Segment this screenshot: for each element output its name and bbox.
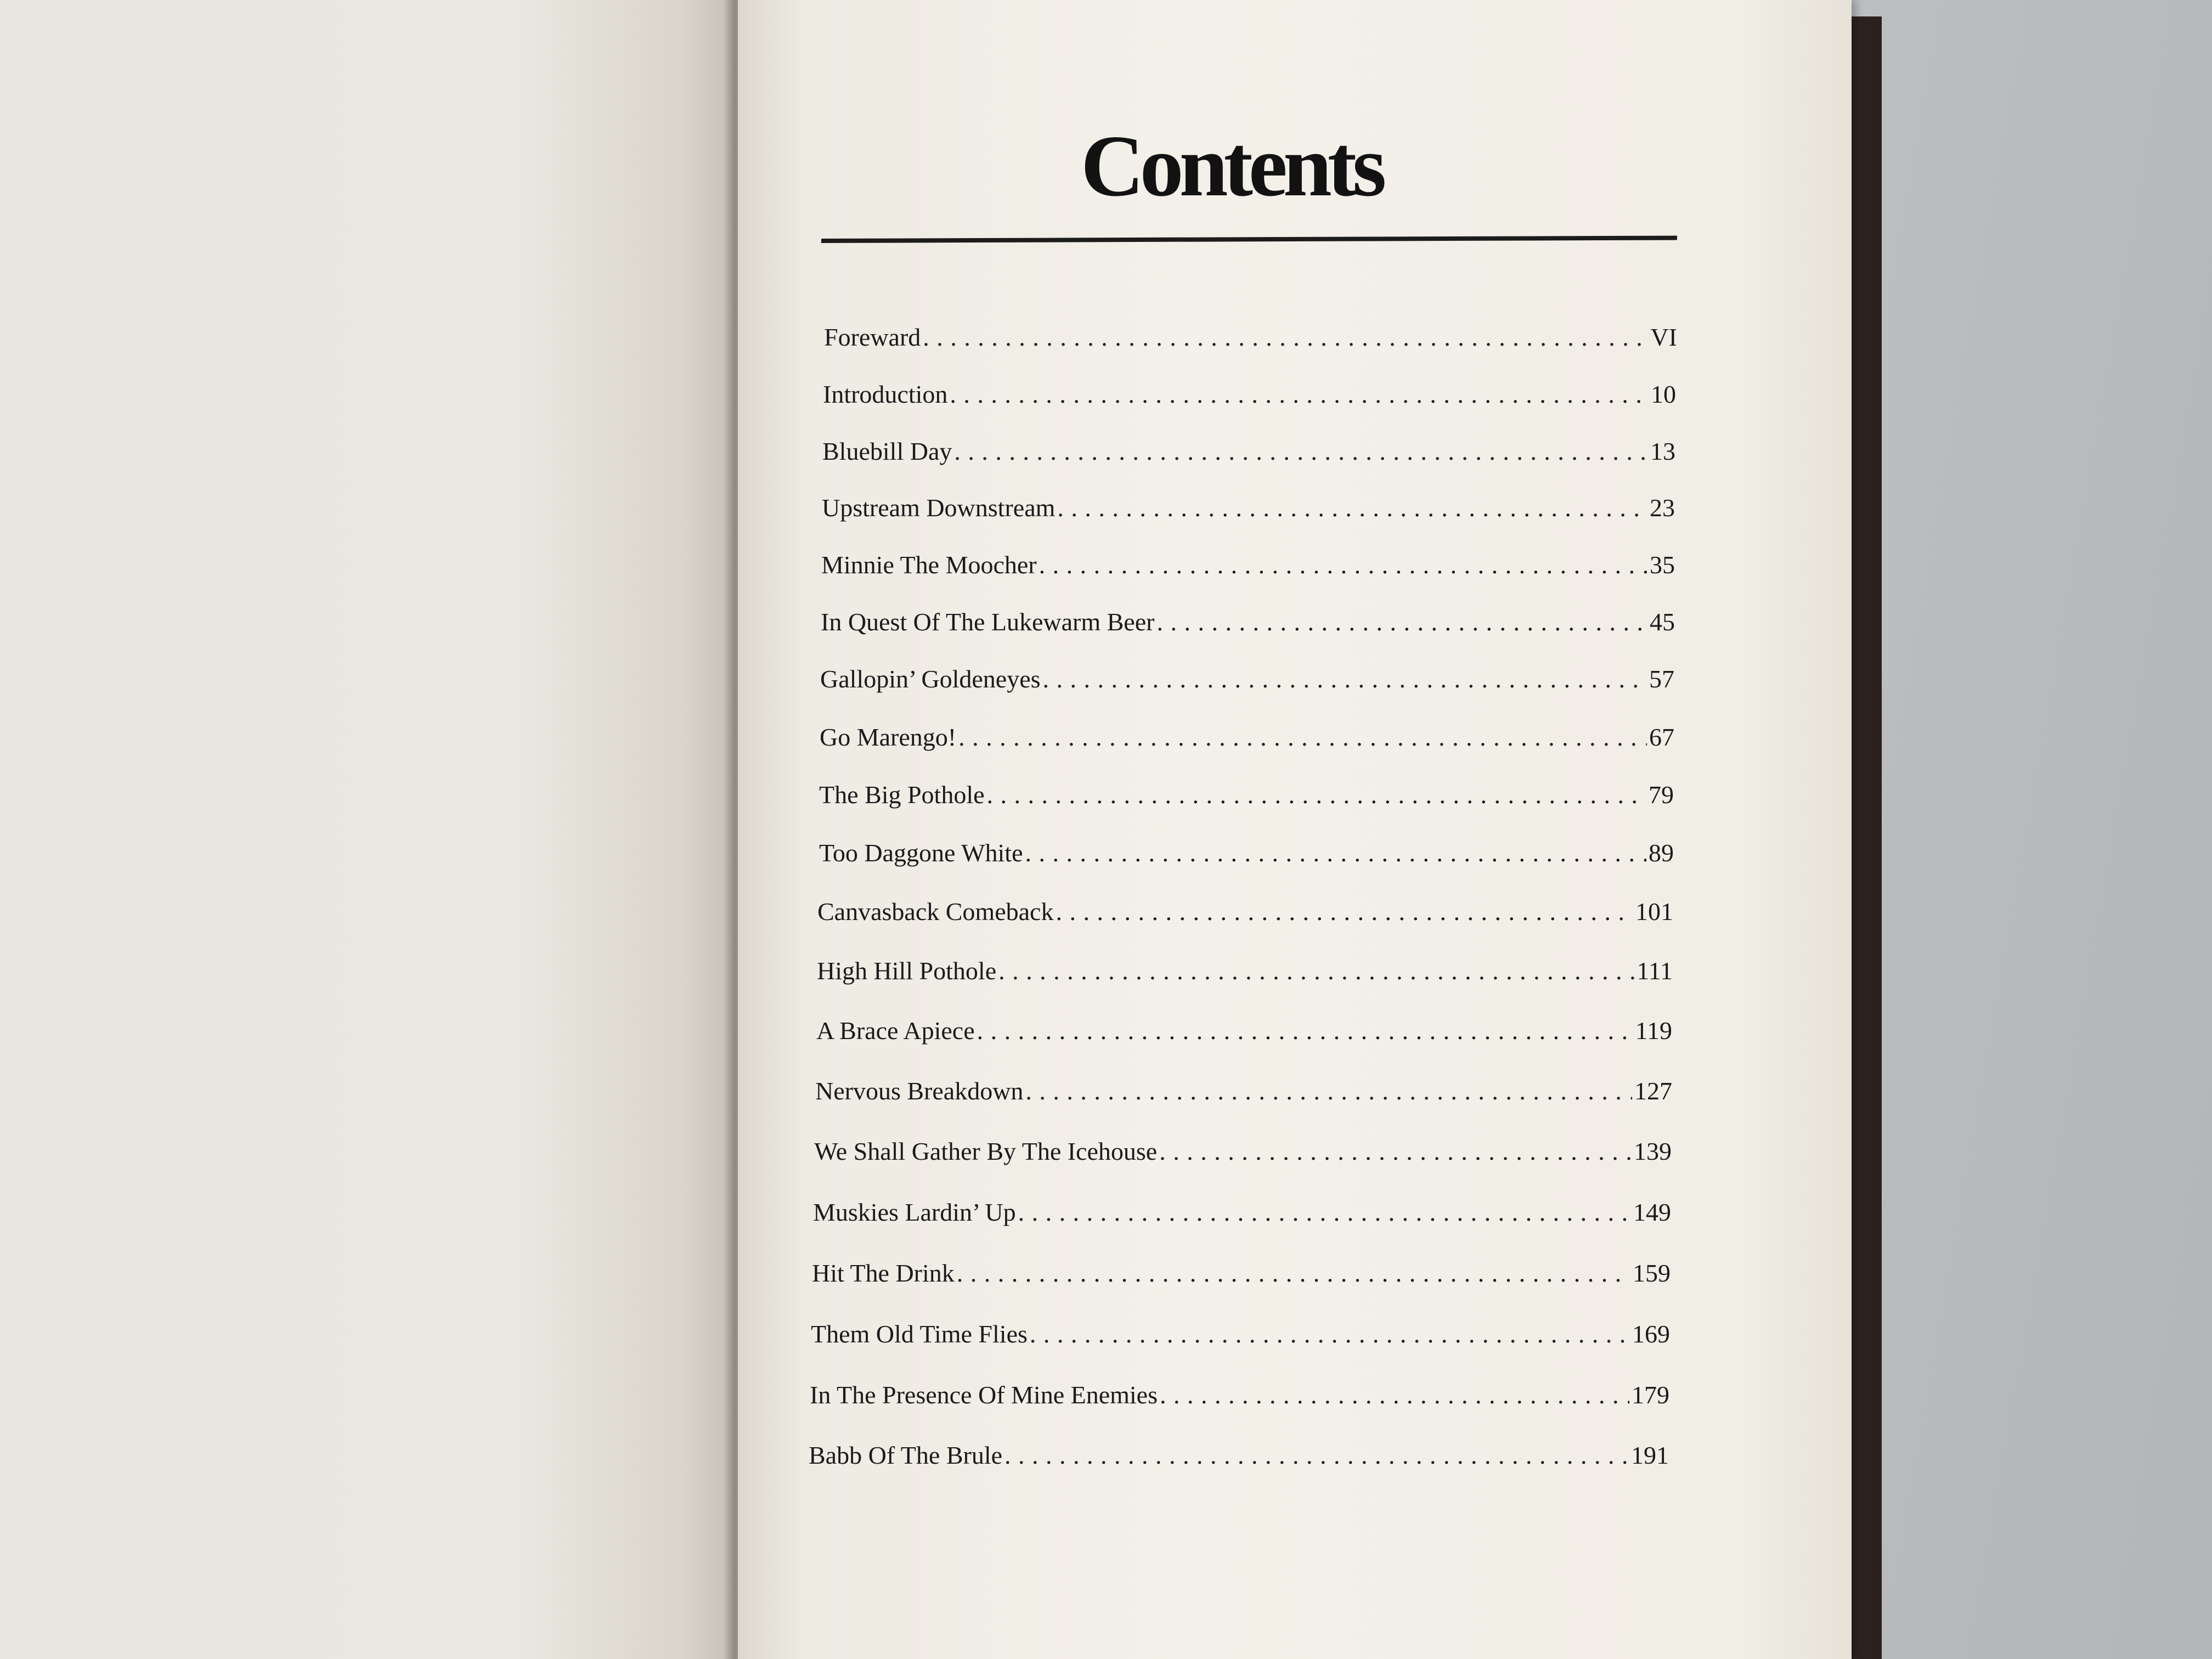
toc-entry-leader <box>1057 493 1647 522</box>
toc-entry <box>820 664 1674 699</box>
toc-entry-leader <box>1025 838 1646 867</box>
toc-entry-leader <box>1018 1198 1631 1227</box>
toc-entry-title: Upstream Downstream <box>822 494 1056 522</box>
toc-entry <box>821 607 1675 642</box>
toc-entry-leader <box>1043 664 1647 693</box>
toc-entry-page: 139 <box>1634 1137 1672 1165</box>
page-title: Contents <box>1081 117 1383 215</box>
toc-entry-page: 89 <box>1649 839 1674 867</box>
toc-entry-page: 10 <box>1651 380 1676 408</box>
toc-entry-title: Gallopin’ Goldeneyes <box>820 665 1041 693</box>
toc-entry <box>822 437 1675 472</box>
toc-entry <box>817 956 1673 991</box>
toc-entry-leader <box>1160 1380 1629 1409</box>
toc-entry-title: Canvasback Comeback <box>817 898 1054 926</box>
toc-entry-page: 13 <box>1650 437 1675 465</box>
toc-entry-page: 35 <box>1650 551 1675 579</box>
toc-entry-title: The Big Pothole <box>819 781 985 809</box>
toc-entry-leader <box>1025 1076 1632 1105</box>
toc-entry-title: Too Daggone White <box>819 839 1023 867</box>
toc-entry-title: Bluebill Day <box>822 437 952 465</box>
toc-entry <box>821 550 1675 585</box>
toc-entry-title: In The Presence Of Mine Enemies <box>810 1381 1158 1409</box>
toc-entry <box>817 897 1673 932</box>
toc-entry-page: 179 <box>1632 1381 1669 1409</box>
toc-entry-title: We Shall Gather By The Icehouse <box>814 1137 1158 1165</box>
toc-entry <box>819 838 1674 873</box>
toc-entry <box>811 1319 1670 1355</box>
toc-entry-page: 127 <box>1634 1077 1672 1105</box>
toc-entry-leader <box>950 380 1649 409</box>
toc-entry-leader <box>1005 1441 1629 1470</box>
toc-entry-leader <box>958 723 1647 752</box>
toc-entry-page: 79 <box>1649 781 1674 809</box>
toc-entry-leader <box>1030 1319 1630 1348</box>
toc-entry <box>816 1016 1672 1051</box>
toc-entry-title: Minnie The Moocher <box>821 551 1037 579</box>
toc-entry-page: VI <box>1650 323 1677 351</box>
toc-entry-title: Muskies Lardin’ Up <box>813 1198 1016 1226</box>
toc-entry <box>824 323 1677 358</box>
toc-entry-leader <box>987 780 1646 809</box>
toc-entry-leader <box>1156 607 1647 636</box>
toc-entry-page: 169 <box>1632 1320 1670 1348</box>
toc-entry-page: 111 <box>1637 957 1673 985</box>
toc-entry-leader <box>1039 550 1647 579</box>
toc-entry <box>812 1259 1671 1294</box>
toc-entry-page: 101 <box>1635 898 1673 926</box>
toc-entry-leader <box>998 956 1634 985</box>
toc-entry-title: High Hill Pothole <box>817 957 997 985</box>
toc-entry <box>809 1441 1669 1476</box>
toc-entry <box>819 780 1674 815</box>
toc-entry <box>823 380 1676 415</box>
toc-entry-leader <box>957 1259 1630 1288</box>
toc-entry-page: 159 <box>1633 1259 1671 1287</box>
toc-entry-title: Introduction <box>823 380 948 408</box>
toc-entry-title: Babb Of The Brule <box>809 1441 1003 1469</box>
toc-entry <box>810 1380 1669 1415</box>
toc-entry <box>815 1076 1672 1111</box>
toc-entry-title: Go Marengo! <box>820 723 957 751</box>
toc-entry <box>822 493 1675 528</box>
toc-entry-page: 67 <box>1649 723 1674 751</box>
toc-entry-page: 57 <box>1649 665 1674 693</box>
toc-entry-title: In Quest Of The Lukewarm Beer <box>821 608 1155 636</box>
toc-entry-leader <box>1159 1137 1632 1166</box>
toc-entry-page: 191 <box>1631 1441 1669 1469</box>
toc-entry-page: 23 <box>1650 494 1675 522</box>
toc-entry-title: Hit The Drink <box>812 1259 955 1287</box>
toc-entry-leader <box>977 1016 1633 1045</box>
toc-entry <box>820 723 1674 758</box>
toc-entry-page: 119 <box>1635 1017 1672 1045</box>
toc-entry-title: A Brace Apiece <box>816 1017 975 1045</box>
toc-entry-leader <box>923 323 1648 352</box>
toc-entry-page: 45 <box>1650 608 1675 636</box>
toc-entry-title: Foreward <box>824 323 921 351</box>
toc-entry <box>813 1198 1671 1233</box>
toc-entry-leader <box>954 437 1648 466</box>
toc-entry-leader <box>1056 897 1633 926</box>
toc-entry-page: 149 <box>1633 1198 1671 1226</box>
toc-entry-title: Them Old Time Flies <box>811 1320 1028 1348</box>
toc-entry <box>814 1137 1672 1172</box>
toc-entry-title: Nervous Breakdown <box>815 1077 1024 1105</box>
